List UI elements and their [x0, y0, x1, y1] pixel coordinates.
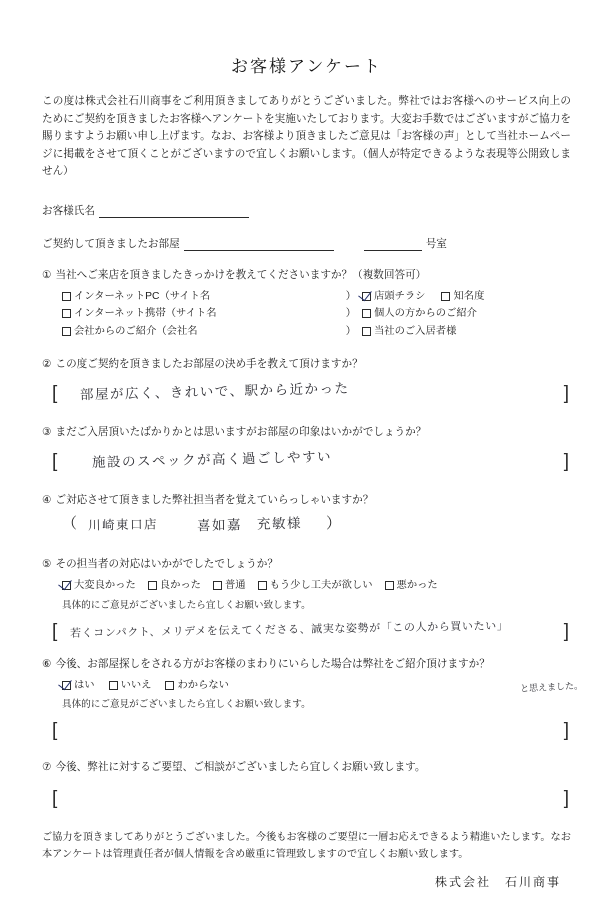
option-label: 当社のご入居者様: [374, 325, 457, 337]
question-5-options: [62, 577, 571, 595]
question-7-number: ⑦: [42, 761, 52, 773]
option-label: はい: [74, 679, 95, 691]
checkbox-icon-checked: [362, 292, 371, 301]
checkbox-existing-resident[interactable]: [362, 323, 456, 341]
question-3-number: ③: [42, 426, 52, 438]
option-label: 知名度: [453, 290, 485, 302]
question-7-answer-box[interactable]: [52, 785, 569, 813]
checkbox-unknown[interactable]: [165, 677, 228, 695]
option-label: 大変良かった: [74, 580, 136, 591]
option-label: 良かった: [159, 580, 201, 591]
bracket-open: [: [52, 788, 58, 809]
checkbox-icon: [165, 681, 174, 690]
room-unit-label: 号室: [425, 237, 447, 250]
room-number-field[interactable]: [364, 237, 422, 251]
option-label: いいえ: [120, 679, 152, 691]
question-1: [42, 267, 571, 341]
question-3: [42, 424, 571, 440]
question-4-staff: 喜如嘉 充敏様: [196, 515, 303, 535]
checkbox-icon: [385, 581, 394, 590]
paren-close: ）: [326, 515, 342, 532]
bracket-open: [: [52, 720, 58, 741]
checkbox-icon: [62, 309, 71, 318]
bracket-close: ]: [563, 788, 569, 809]
room-field[interactable]: [184, 237, 334, 251]
room-label: ご契約して頂きましたお部屋: [42, 237, 180, 250]
company-signature: 株式会社 石川商事: [434, 875, 561, 889]
checkbox-personal-referral[interactable]: [362, 305, 477, 323]
option-label: 会社からのご紹介（会社名: [74, 325, 198, 337]
checkbox-bad[interactable]: [385, 577, 438, 595]
question-7-text: 今後、弊社に対するご要望、ご相談がございましたら宜しくお願い致します。: [55, 761, 426, 773]
checkbox-icon-checked: [62, 581, 71, 590]
question-4: [42, 492, 571, 508]
checkbox-internet-mobile[interactable]: [62, 305, 362, 323]
question-4-number: ④: [42, 494, 52, 506]
option-label: 普通: [224, 580, 246, 591]
checkbox-store-flyer[interactable]: [362, 288, 425, 306]
question-3-answer: 施設のスペックが高く過ごしやすい: [91, 449, 333, 471]
checkbox-yes[interactable]: [62, 677, 95, 695]
option-label: 悪かった: [396, 580, 438, 591]
option-label: 店頭チラシ: [374, 290, 426, 302]
question-5: [42, 556, 571, 614]
checkbox-icon: [362, 309, 371, 318]
paren-open: （: [62, 515, 78, 532]
checkbox-brand-awareness[interactable]: [441, 288, 484, 306]
checkbox-average[interactable]: [213, 577, 246, 595]
bracket-close: ]: [563, 620, 569, 642]
question-5-text: その担当者の対応はいかがでしたでしょうか？: [55, 558, 278, 570]
checkbox-needs-improvement[interactable]: [258, 577, 373, 595]
paren-close: ）: [345, 308, 356, 319]
question-7: [42, 759, 571, 775]
question-2: [42, 356, 571, 372]
question-4-text: ご対応させて頂きました弊社担当者を覚えていらっしゃいますか？: [55, 494, 374, 506]
customer-name-label: お客様氏名: [42, 204, 95, 217]
question-1-options: [62, 288, 571, 341]
bracket-close: ]: [563, 382, 569, 404]
checkbox-icon: [362, 327, 371, 336]
checkbox-icon: [441, 292, 450, 301]
checkbox-icon: [258, 581, 267, 590]
checkbox-icon: [62, 292, 71, 301]
customer-name-field[interactable]: [99, 204, 249, 218]
bracket-close: ]: [563, 720, 569, 741]
bracket-open: [: [52, 620, 58, 642]
question-1-text: 当社へご来店を頂きましたきっかけを教えてくださいますか？（複数回答可）: [55, 268, 427, 281]
survey-document: [0, 52, 613, 916]
customer-name-line: [42, 203, 571, 218]
question-1-number: ①: [42, 268, 52, 281]
question-2-answer-box[interactable]: [52, 378, 569, 408]
question-5-number: ⑤: [42, 558, 52, 570]
checkbox-very-good[interactable]: [62, 577, 136, 595]
checkbox-no[interactable]: [109, 677, 152, 695]
question-4-answer-box[interactable]: [62, 512, 561, 540]
checkbox-good[interactable]: [148, 577, 201, 595]
footer-text: ご協力を頂きましてありがとうございました。今後もお客様のご要望に一層お応えできるよう精進いたします。なお本アンケートは管理責任者が個人情報を含め厳重に管理致しますので宜しくお願い致します。: [42, 832, 571, 860]
option-label: インターネットPC（サイト名: [74, 290, 211, 302]
checkbox-icon: [109, 681, 118, 690]
question-6-answer-box[interactable]: [52, 717, 569, 745]
question-3-answer-box[interactable]: [52, 446, 569, 476]
question-6: [42, 656, 571, 714]
checkbox-icon: [62, 327, 71, 336]
checkbox-icon: [213, 581, 222, 590]
question-6-note: 具体的にご意見がございましたら宜しくお願い致します。: [62, 699, 311, 710]
question-6-text: 今後、お部屋探しをされる方がお客様のまわりにいらした場合は弊社をご紹介頂けますか？: [55, 657, 490, 670]
intro-paragraph: この度は株式会社石川商事をご利用頂きましてありがとうございました。弊社ではお客様へのサービス向上のためにご契約を頂きましたお客様へアンケートを実施いたしております。大変お手数ではございますがご協力を賜りますようお願い申し上げます。なお、お客様より頂きましたご意見は「お客様の声」として当社ホームページに掲載をさせて頂くことがございますので宜しくお願いします。（個人が特定できるような表現等公開致しません）: [42, 95, 571, 177]
question-6-options: [62, 677, 571, 695]
option-label: 個人の方からのご紹介: [374, 308, 477, 319]
checkbox-icon-checked: [62, 681, 71, 690]
question-2-answer: 部屋が広く、きれいで、駅から近かった: [79, 380, 350, 404]
checkbox-company-referral[interactable]: [62, 323, 362, 341]
question-5-note: 具体的にご意見がございましたら宜しくお願い致します。: [62, 599, 311, 611]
bracket-open: [: [52, 382, 58, 404]
option-label: わからない: [177, 679, 229, 691]
checkbox-internet-pc[interactable]: [62, 288, 362, 306]
question-5-side-note: と思えました。: [519, 681, 584, 695]
checkbox-icon: [148, 581, 157, 590]
question-6-number: ⑥: [42, 657, 52, 670]
option-label: もう少し工夫が欲しい: [269, 580, 373, 591]
question-3-text: まだご入居頂いたばかりかとは思いますがお部屋の印象はいかがでしょうか？: [55, 426, 427, 438]
bracket-open: [: [52, 450, 58, 472]
room-line: [42, 236, 571, 251]
paren-close: ）: [345, 325, 356, 337]
page-title: お客様アンケート: [231, 57, 382, 76]
question-2-text: この度ご契約を頂きましたお部屋の決め手を教えて頂けますか？: [55, 358, 363, 370]
bracket-close: ]: [563, 450, 569, 472]
question-5-answer: 若くコンパクト、メリデメを伝えてくださる、誠実な姿勢が「この人から買いたい」: [69, 618, 509, 640]
question-4-store: 川崎東口店: [87, 516, 159, 533]
question-2-number: ②: [42, 358, 52, 370]
paren-close: ）: [345, 290, 356, 302]
question-5-answer-box[interactable]: [52, 618, 569, 646]
option-label: インターネット携帯（サイト名: [74, 308, 217, 319]
